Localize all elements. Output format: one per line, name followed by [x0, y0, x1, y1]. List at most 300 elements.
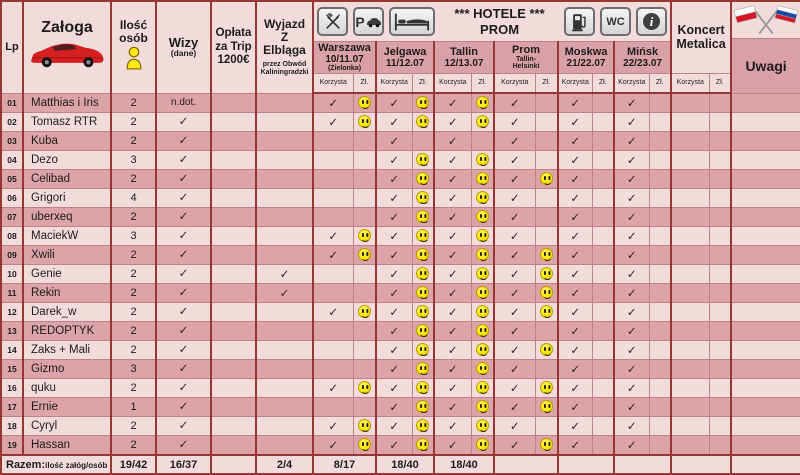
- cell-warszawa-korzysta[interactable]: [313, 170, 353, 189]
- cell-jelgawa-korzysta[interactable]: [376, 303, 412, 322]
- total-fee[interactable]: [211, 455, 256, 474]
- cell-koncert-korzysta[interactable]: [671, 113, 709, 132]
- cell-moskwa-zl[interactable]: [592, 189, 614, 208]
- cell-moskwa-zl[interactable]: [592, 417, 614, 436]
- cell-koncert-korzysta[interactable]: [671, 284, 709, 303]
- cell-warszawa-korzysta[interactable]: [313, 93, 353, 113]
- cell-warszawa-zl[interactable]: [353, 303, 376, 322]
- cell-lp[interactable]: 09: [1, 246, 23, 265]
- total-koncert[interactable]: [671, 455, 731, 474]
- cell-koncert-korzysta[interactable]: [671, 341, 709, 360]
- cell-minsk-zl[interactable]: [649, 265, 671, 284]
- cell-jelgawa-korzysta[interactable]: [376, 398, 412, 417]
- col-header-trip-fee[interactable]: [211, 1, 256, 93]
- cell-koncert-zl[interactable]: [709, 113, 731, 132]
- cell-fee[interactable]: [211, 246, 256, 265]
- cell-lp[interactable]: 13: [1, 322, 23, 341]
- cell-exit-elblag[interactable]: [256, 93, 313, 113]
- cell-tallin-zl[interactable]: [471, 227, 494, 246]
- cell-warszawa-korzysta[interactable]: [313, 246, 353, 265]
- cell-koncert-korzysta[interactable]: [671, 170, 709, 189]
- cell-crew-name[interactable]: Xwili: [23, 246, 111, 265]
- cell-tallin-korzysta[interactable]: [434, 284, 471, 303]
- cell-uwagi[interactable]: [731, 93, 800, 113]
- cell-warszawa-zl[interactable]: [353, 208, 376, 227]
- cell-visa[interactable]: [156, 436, 211, 456]
- cell-uwagi[interactable]: [731, 436, 800, 456]
- cell-warszawa-zl[interactable]: [353, 284, 376, 303]
- cell-uwagi[interactable]: [731, 303, 800, 322]
- cell-koncert-zl[interactable]: [709, 417, 731, 436]
- cell-minsk-korzysta[interactable]: [614, 132, 649, 151]
- cell-crew-name[interactable]: Cyryl: [23, 417, 111, 436]
- cell-prom-zl[interactable]: [535, 284, 558, 303]
- cell-lp[interactable]: 01: [1, 93, 23, 113]
- cell-warszawa-korzysta[interactable]: [313, 341, 353, 360]
- cell-moskwa-zl[interactable]: [592, 398, 614, 417]
- cell-tallin-zl[interactable]: [471, 436, 494, 456]
- cell-moskwa-zl[interactable]: [592, 151, 614, 170]
- cell-exit-elblag[interactable]: [256, 151, 313, 170]
- cell-jelgawa-zl[interactable]: [412, 151, 434, 170]
- city-header-jelgawa[interactable]: [376, 42, 434, 73]
- cell-uwagi[interactable]: [731, 379, 800, 398]
- cell-jelgawa-zl[interactable]: [412, 284, 434, 303]
- cell-tallin-korzysta[interactable]: [434, 341, 471, 360]
- cell-lp[interactable]: 14: [1, 341, 23, 360]
- cell-fee[interactable]: [211, 341, 256, 360]
- cell-moskwa-korzysta[interactable]: [558, 360, 592, 379]
- cell-moskwa-korzysta[interactable]: [558, 151, 592, 170]
- cell-tallin-korzysta[interactable]: [434, 322, 471, 341]
- cell-koncert-korzysta[interactable]: [671, 189, 709, 208]
- cell-moskwa-korzysta[interactable]: [558, 284, 592, 303]
- cell-minsk-korzysta[interactable]: [614, 284, 649, 303]
- cell-prom-korzysta[interactable]: [494, 93, 535, 113]
- cell-exit-elblag[interactable]: [256, 341, 313, 360]
- cell-prom-korzysta[interactable]: [494, 436, 535, 456]
- cell-minsk-zl[interactable]: [649, 398, 671, 417]
- cell-prom-zl[interactable]: [535, 189, 558, 208]
- cell-minsk-korzysta[interactable]: [614, 208, 649, 227]
- cell-people-count[interactable]: 3: [111, 151, 156, 170]
- cell-tallin-zl[interactable]: [471, 398, 494, 417]
- cell-jelgawa-korzysta[interactable]: [376, 379, 412, 398]
- cell-people-count[interactable]: 3: [111, 227, 156, 246]
- cell-lp[interactable]: 07: [1, 208, 23, 227]
- cell-jelgawa-korzysta[interactable]: [376, 360, 412, 379]
- cell-koncert-zl[interactable]: [709, 151, 731, 170]
- cell-koncert-korzysta[interactable]: [671, 436, 709, 456]
- cell-jelgawa-korzysta[interactable]: [376, 246, 412, 265]
- cell-jelgawa-korzysta[interactable]: [376, 227, 412, 246]
- cell-uwagi[interactable]: [731, 246, 800, 265]
- cell-people-count[interactable]: 2: [111, 170, 156, 189]
- cell-people-count[interactable]: 2: [111, 303, 156, 322]
- cell-prom-korzysta[interactable]: [494, 303, 535, 322]
- cell-jelgawa-zl[interactable]: [412, 265, 434, 284]
- cell-moskwa-korzysta[interactable]: [558, 436, 592, 456]
- subheader-moskwa-zl[interactable]: Zł.: [592, 73, 614, 93]
- cell-koncert-zl[interactable]: [709, 246, 731, 265]
- cell-warszawa-korzysta[interactable]: [313, 284, 353, 303]
- cell-minsk-zl[interactable]: [649, 151, 671, 170]
- cell-minsk-zl[interactable]: [649, 417, 671, 436]
- cell-visa[interactable]: [156, 208, 211, 227]
- cell-people-count[interactable]: 2: [111, 93, 156, 113]
- cell-tallin-korzysta[interactable]: [434, 170, 471, 189]
- cell-tallin-zl[interactable]: [471, 170, 494, 189]
- cell-prom-korzysta[interactable]: [494, 113, 535, 132]
- cell-crew-name[interactable]: Dezo: [23, 151, 111, 170]
- cell-fee[interactable]: [211, 227, 256, 246]
- cell-moskwa-korzysta[interactable]: [558, 379, 592, 398]
- cell-crew-name[interactable]: Celibad: [23, 170, 111, 189]
- cell-exit-elblag[interactable]: [256, 322, 313, 341]
- cell-tallin-korzysta[interactable]: [434, 436, 471, 456]
- cell-uwagi[interactable]: [731, 398, 800, 417]
- cell-warszawa-zl[interactable]: [353, 360, 376, 379]
- cell-moskwa-korzysta[interactable]: [558, 322, 592, 341]
- cell-tallin-korzysta[interactable]: [434, 113, 471, 132]
- cell-tallin-zl[interactable]: [471, 303, 494, 322]
- cell-prom-korzysta[interactable]: [494, 417, 535, 436]
- cell-minsk-zl[interactable]: [649, 227, 671, 246]
- total-exit[interactable]: 2/4: [256, 455, 313, 474]
- cell-jelgawa-korzysta[interactable]: [376, 208, 412, 227]
- cell-tallin-korzysta[interactable]: [434, 360, 471, 379]
- cell-lp[interactable]: 12: [1, 303, 23, 322]
- cell-visa[interactable]: [156, 113, 211, 132]
- cell-koncert-zl[interactable]: [709, 208, 731, 227]
- cell-tallin-zl[interactable]: [471, 151, 494, 170]
- cell-visa[interactable]: [156, 151, 211, 170]
- col-header-exit-elblag[interactable]: [256, 1, 313, 93]
- cell-minsk-zl[interactable]: [649, 341, 671, 360]
- cell-minsk-korzysta[interactable]: [614, 341, 649, 360]
- cell-koncert-zl[interactable]: [709, 322, 731, 341]
- cell-exit-elblag[interactable]: [256, 208, 313, 227]
- cell-crew-name[interactable]: Ernie: [23, 398, 111, 417]
- cell-moskwa-zl[interactable]: [592, 322, 614, 341]
- cell-uwagi[interactable]: [731, 113, 800, 132]
- col-header-concert[interactable]: [671, 1, 731, 73]
- cell-visa[interactable]: [156, 360, 211, 379]
- cell-prom-korzysta[interactable]: [494, 322, 535, 341]
- cell-minsk-zl[interactable]: [649, 93, 671, 113]
- cell-koncert-zl[interactable]: [709, 189, 731, 208]
- cell-crew-name[interactable]: Matthias i Iris: [23, 93, 111, 113]
- cell-koncert-korzysta[interactable]: [671, 246, 709, 265]
- cell-jelgawa-zl[interactable]: [412, 132, 434, 151]
- cell-exit-elblag[interactable]: [256, 284, 313, 303]
- cell-tallin-korzysta[interactable]: [434, 417, 471, 436]
- cell-prom-zl[interactable]: [535, 227, 558, 246]
- cell-warszawa-zl[interactable]: [353, 341, 376, 360]
- cell-koncert-korzysta[interactable]: [671, 265, 709, 284]
- cell-crew-name[interactable]: Kuba: [23, 132, 111, 151]
- total-prom[interactable]: [494, 455, 558, 474]
- cell-jelgawa-korzysta[interactable]: [376, 113, 412, 132]
- cell-warszawa-korzysta[interactable]: [313, 322, 353, 341]
- cell-fee[interactable]: [211, 360, 256, 379]
- cell-koncert-zl[interactable]: [709, 341, 731, 360]
- cell-jelgawa-zl[interactable]: [412, 398, 434, 417]
- cell-prom-korzysta[interactable]: [494, 208, 535, 227]
- cell-moskwa-zl[interactable]: [592, 265, 614, 284]
- cell-koncert-zl[interactable]: [709, 284, 731, 303]
- cell-moskwa-zl[interactable]: [592, 227, 614, 246]
- cell-prom-korzysta[interactable]: [494, 227, 535, 246]
- total-minsk[interactable]: [614, 455, 671, 474]
- col-header-crew[interactable]: [23, 1, 111, 93]
- cell-exit-elblag[interactable]: [256, 113, 313, 132]
- cell-crew-name[interactable]: quku: [23, 379, 111, 398]
- cell-moskwa-korzysta[interactable]: [558, 208, 592, 227]
- cell-moskwa-zl[interactable]: [592, 303, 614, 322]
- total-tallin[interactable]: 18/40: [434, 455, 494, 474]
- cell-lp[interactable]: 16: [1, 379, 23, 398]
- cell-tallin-korzysta[interactable]: [434, 303, 471, 322]
- cell-prom-korzysta[interactable]: [494, 398, 535, 417]
- cell-exit-elblag[interactable]: [256, 360, 313, 379]
- cell-koncert-korzysta[interactable]: [671, 93, 709, 113]
- cell-moskwa-zl[interactable]: [592, 246, 614, 265]
- cell-fee[interactable]: [211, 398, 256, 417]
- cell-prom-zl[interactable]: [535, 170, 558, 189]
- cell-moskwa-korzysta[interactable]: [558, 93, 592, 113]
- cell-exit-elblag[interactable]: [256, 303, 313, 322]
- cell-tallin-korzysta[interactable]: [434, 398, 471, 417]
- cell-crew-name[interactable]: Rekin: [23, 284, 111, 303]
- cell-visa[interactable]: [156, 398, 211, 417]
- cell-warszawa-zl[interactable]: [353, 417, 376, 436]
- cell-uwagi[interactable]: [731, 341, 800, 360]
- total-moskwa[interactable]: [558, 455, 614, 474]
- cell-fee[interactable]: [211, 284, 256, 303]
- cell-prom-zl[interactable]: [535, 113, 558, 132]
- cell-tallin-zl[interactable]: [471, 341, 494, 360]
- cell-warszawa-korzysta[interactable]: [313, 132, 353, 151]
- cell-crew-name[interactable]: Darek_w: [23, 303, 111, 322]
- cell-moskwa-zl[interactable]: [592, 341, 614, 360]
- cell-koncert-zl[interactable]: [709, 265, 731, 284]
- cell-minsk-korzysta[interactable]: [614, 322, 649, 341]
- cell-crew-name[interactable]: Tomasz RTR: [23, 113, 111, 132]
- cell-lp[interactable]: 03: [1, 132, 23, 151]
- cell-warszawa-zl[interactable]: [353, 322, 376, 341]
- cell-lp[interactable]: 06: [1, 189, 23, 208]
- cell-minsk-zl[interactable]: [649, 170, 671, 189]
- cell-warszawa-zl[interactable]: [353, 436, 376, 456]
- cell-lp[interactable]: 15: [1, 360, 23, 379]
- subheader-tallin-zl[interactable]: Zł.: [471, 73, 494, 93]
- cell-exit-elblag[interactable]: [256, 246, 313, 265]
- cell-fee[interactable]: [211, 436, 256, 456]
- cell-moskwa-korzysta[interactable]: [558, 113, 592, 132]
- cell-jelgawa-zl[interactable]: [412, 189, 434, 208]
- cell-visa[interactable]: [156, 265, 211, 284]
- cell-prom-korzysta[interactable]: [494, 284, 535, 303]
- cell-jelgawa-korzysta[interactable]: [376, 436, 412, 456]
- cell-exit-elblag[interactable]: [256, 265, 313, 284]
- cell-moskwa-zl[interactable]: [592, 170, 614, 189]
- cell-minsk-korzysta[interactable]: [614, 227, 649, 246]
- cell-prom-korzysta[interactable]: [494, 246, 535, 265]
- cell-tallin-zl[interactable]: [471, 93, 494, 113]
- cell-moskwa-korzysta[interactable]: [558, 170, 592, 189]
- cell-exit-elblag[interactable]: [256, 170, 313, 189]
- cell-koncert-korzysta[interactable]: [671, 303, 709, 322]
- cell-jelgawa-zl[interactable]: [412, 322, 434, 341]
- cell-minsk-korzysta[interactable]: [614, 360, 649, 379]
- cell-fee[interactable]: [211, 132, 256, 151]
- cell-prom-zl[interactable]: [535, 265, 558, 284]
- cell-warszawa-zl[interactable]: [353, 246, 376, 265]
- cell-jelgawa-zl[interactable]: [412, 208, 434, 227]
- cell-people-count[interactable]: 2: [111, 132, 156, 151]
- cell-prom-korzysta[interactable]: [494, 189, 535, 208]
- cell-warszawa-zl[interactable]: [353, 113, 376, 132]
- cell-prom-zl[interactable]: [535, 360, 558, 379]
- cell-warszawa-korzysta[interactable]: [313, 379, 353, 398]
- cell-crew-name[interactable]: Grigori: [23, 189, 111, 208]
- cell-moskwa-korzysta[interactable]: [558, 398, 592, 417]
- cell-moskwa-zl[interactable]: [592, 360, 614, 379]
- cell-tallin-zl[interactable]: [471, 379, 494, 398]
- total-warszawa[interactable]: 8/17: [313, 455, 376, 474]
- cell-warszawa-korzysta[interactable]: [313, 189, 353, 208]
- cell-koncert-zl[interactable]: [709, 398, 731, 417]
- cell-warszawa-zl[interactable]: [353, 189, 376, 208]
- cell-minsk-zl[interactable]: [649, 208, 671, 227]
- cell-lp[interactable]: 19: [1, 436, 23, 456]
- cell-jelgawa-zl[interactable]: [412, 170, 434, 189]
- city-header-warszawa[interactable]: [313, 42, 376, 73]
- cell-koncert-korzysta[interactable]: [671, 360, 709, 379]
- cell-exit-elblag[interactable]: [256, 417, 313, 436]
- cell-warszawa-korzysta[interactable]: [313, 360, 353, 379]
- cell-tallin-zl[interactable]: [471, 360, 494, 379]
- city-header-minsk[interactable]: [614, 42, 671, 73]
- cell-tallin-korzysta[interactable]: [434, 265, 471, 284]
- cell-minsk-zl[interactable]: [649, 303, 671, 322]
- cell-jelgawa-zl[interactable]: [412, 360, 434, 379]
- cell-prom-korzysta[interactable]: [494, 341, 535, 360]
- cell-exit-elblag[interactable]: [256, 227, 313, 246]
- cell-fee[interactable]: [211, 113, 256, 132]
- cell-koncert-korzysta[interactable]: [671, 208, 709, 227]
- cell-koncert-zl[interactable]: [709, 303, 731, 322]
- cell-visa[interactable]: [156, 284, 211, 303]
- subheader-prom-zl[interactable]: Zł.: [535, 73, 558, 93]
- cell-people-count[interactable]: 2: [111, 208, 156, 227]
- cell-uwagi[interactable]: [731, 170, 800, 189]
- cell-warszawa-zl[interactable]: [353, 398, 376, 417]
- cell-visa[interactable]: [156, 322, 211, 341]
- cell-jelgawa-korzysta[interactable]: [376, 189, 412, 208]
- cell-uwagi[interactable]: [731, 208, 800, 227]
- city-header-prom[interactable]: [494, 42, 558, 73]
- cell-uwagi[interactable]: [731, 360, 800, 379]
- cell-moskwa-korzysta[interactable]: [558, 246, 592, 265]
- cell-fee[interactable]: [211, 189, 256, 208]
- cell-warszawa-korzysta[interactable]: [313, 303, 353, 322]
- cell-tallin-zl[interactable]: [471, 208, 494, 227]
- cell-moskwa-korzysta[interactable]: [558, 341, 592, 360]
- cell-jelgawa-korzysta[interactable]: [376, 265, 412, 284]
- cell-exit-elblag[interactable]: [256, 379, 313, 398]
- cell-minsk-zl[interactable]: [649, 132, 671, 151]
- cell-people-count[interactable]: 2: [111, 265, 156, 284]
- cell-fee[interactable]: [211, 322, 256, 341]
- cell-koncert-korzysta[interactable]: [671, 398, 709, 417]
- cell-tallin-zl[interactable]: [471, 284, 494, 303]
- cell-prom-zl[interactable]: [535, 417, 558, 436]
- cell-prom-korzysta[interactable]: [494, 170, 535, 189]
- cell-crew-name[interactable]: Genie: [23, 265, 111, 284]
- subheader-minsk-zl[interactable]: Zł.: [649, 73, 671, 93]
- cell-minsk-korzysta[interactable]: [614, 93, 649, 113]
- cell-prom-zl[interactable]: [535, 246, 558, 265]
- cell-jelgawa-zl[interactable]: [412, 113, 434, 132]
- cell-jelgawa-zl[interactable]: [412, 93, 434, 113]
- cell-uwagi[interactable]: [731, 132, 800, 151]
- subheader-koncert-zl[interactable]: Zł.: [709, 73, 731, 93]
- cell-moskwa-zl[interactable]: [592, 113, 614, 132]
- cell-moskwa-korzysta[interactable]: [558, 227, 592, 246]
- subheader-warszawa-korzysta[interactable]: Korzysta: [313, 73, 353, 93]
- cell-fee[interactable]: [211, 208, 256, 227]
- cell-jelgawa-zl[interactable]: [412, 227, 434, 246]
- cell-uwagi[interactable]: [731, 284, 800, 303]
- cell-moskwa-korzysta[interactable]: [558, 303, 592, 322]
- cell-exit-elblag[interactable]: [256, 436, 313, 456]
- total-jelgawa[interactable]: 18/40: [376, 455, 434, 474]
- cell-moskwa-zl[interactable]: [592, 284, 614, 303]
- cell-minsk-zl[interactable]: [649, 379, 671, 398]
- cell-warszawa-korzysta[interactable]: [313, 208, 353, 227]
- cell-visa[interactable]: [156, 227, 211, 246]
- cell-warszawa-korzysta[interactable]: [313, 398, 353, 417]
- cell-visa[interactable]: n.dot.: [156, 93, 211, 113]
- cell-moskwa-korzysta[interactable]: [558, 265, 592, 284]
- cell-warszawa-korzysta[interactable]: [313, 265, 353, 284]
- cell-people-count[interactable]: 2: [111, 379, 156, 398]
- cell-fee[interactable]: [211, 265, 256, 284]
- cell-koncert-zl[interactable]: [709, 360, 731, 379]
- cell-minsk-korzysta[interactable]: [614, 170, 649, 189]
- cell-minsk-zl[interactable]: [649, 113, 671, 132]
- col-header-lp[interactable]: Lp: [1, 1, 23, 93]
- cell-warszawa-korzysta[interactable]: [313, 227, 353, 246]
- cell-koncert-zl[interactable]: [709, 93, 731, 113]
- cell-fee[interactable]: [211, 379, 256, 398]
- cell-jelgawa-korzysta[interactable]: [376, 284, 412, 303]
- cell-prom-zl[interactable]: [535, 341, 558, 360]
- cell-people-count[interactable]: 2: [111, 436, 156, 456]
- hotels-header-band[interactable]: [313, 1, 671, 42]
- cell-visa[interactable]: [156, 246, 211, 265]
- cell-people-count[interactable]: 2: [111, 322, 156, 341]
- cell-prom-zl[interactable]: [535, 436, 558, 456]
- cell-people-count[interactable]: 2: [111, 246, 156, 265]
- cell-warszawa-zl[interactable]: [353, 170, 376, 189]
- cell-tallin-korzysta[interactable]: [434, 379, 471, 398]
- cell-minsk-korzysta[interactable]: [614, 189, 649, 208]
- cell-prom-korzysta[interactable]: [494, 379, 535, 398]
- cell-warszawa-korzysta[interactable]: [313, 436, 353, 456]
